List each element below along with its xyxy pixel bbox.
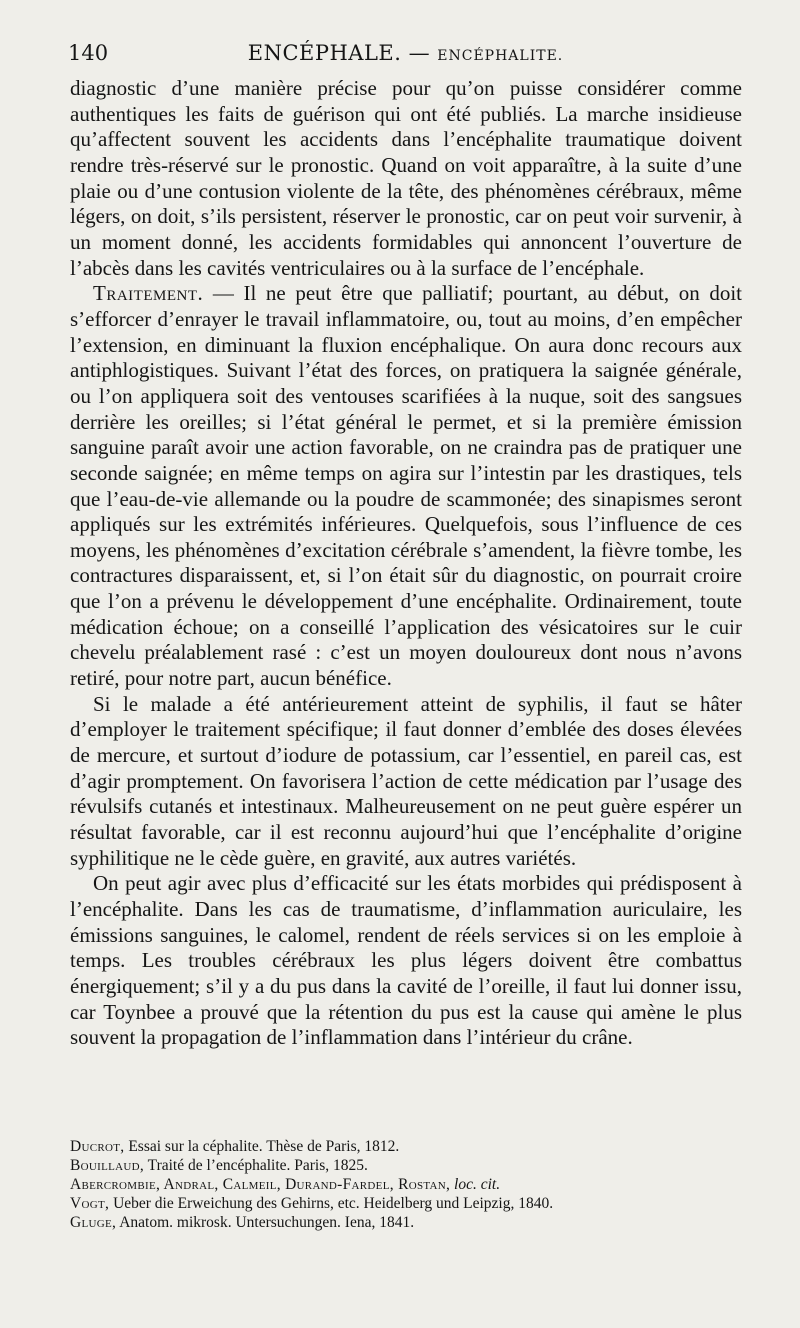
reference-text: Traité de l’encéphalite. Paris, 1825. xyxy=(144,1157,368,1174)
page-number: 140 xyxy=(68,41,109,65)
reference-item xyxy=(70,1175,742,1194)
paragraph-lead-traitement: Traitement. xyxy=(93,281,204,306)
reference-item xyxy=(70,1156,742,1175)
reference-author: Ducrot, xyxy=(70,1138,125,1155)
section-title: ENCÉPHALITE. xyxy=(437,48,564,64)
paragraph-2 xyxy=(70,281,742,692)
reference-italic: loc. cit. xyxy=(454,1176,501,1193)
paragraph-1: diagnostic d’une manière précise pour qu’on puisse considérer comme authentiques les faits de guérison qui ont été publiés. La marche insidieuse qu’affectent souvent les accidents dans l’encéphalite traumatique doivent rendre très-réservé sur le pronostic. Quand on voit apparaître, à la suite d’une plaie ou d’une contusion violente de la tête, des phénomènes cérébraux, même légers, on doit, s’ils persistent, réserver le pronostic, car on peut voir survenir, à un moment donné, les accidents formidables qui annoncent l’ouverture de l’abcès dans les cavités ventriculaires ou à la surface de l’encéphale. xyxy=(70,76,742,280)
paragraph-2-body: — Il ne peut être que palliatif; pourtant, au début, on doit s’efforcer d’enrayer le travail inflammatoire, ou, tout au moins, d’en empêcher l’extension, en diminuant la fluxion encéphalique. On aura donc recours aux antiphlogistiques. Suivant l’état des forces, on pratiquera la saignée générale, ou l’on appliquera soit des ventouses scarifiées à la nuque, soit des sangsues derrière les oreilles; si l’état général le permet, et si la première émission sanguine paraît avoir une action favorable, on ne craindra pas de pratiquer une seconde saignée; en même temps on agira sur l’intestin par les drastiques, tels que l’eau-de-vie allemande ou la poudre de scammonée; des sinapismes seront appliqués sur les extrémités inférieures. Quelquefois, sous l’influence de ces moyens, les phénomènes d’excitation cérébrale s’amendent, la fièvre tombe, les contractures disparaissent, et, si l’on était sûr du diagnostic, on pourrait croire que l’on a prévenu le développement d’une encéphalite. Ordinairement, toute médication échoue; on a conseillé l’application des vésicatoires sur le cuir chevelu préalablement rasé : c’est un moyen douloureux dont nous n’avons retiré, pour notre part, aucun bénéfice. xyxy=(70,281,742,691)
reference-author: Vogt, xyxy=(70,1195,110,1212)
main-text xyxy=(70,76,742,1051)
paragraph-4: On peut agir avec plus d’efficacité sur les états morbides qui prédisposent à l’encéphalite. Dans les cas de traumatisme, d’inflammation auriculaire, les émissions sanguines, le calomel, rendent de réels services si on les emploie à temps. Les troubles cérébraux les plus légers doivent être combattus énergiquement; s’il y a du pus dans la cavité de l’oreille, il faut lui donner issu, car Toynbee a prouvé que la rétention du pus est la cause qui amène le plus souvent la propagation de l’inflammation dans l’intérieur du crâne. xyxy=(70,871,742,1050)
reference-author: Abercrombie, Andral, Calmeil, Durand-Fardel, Rostan, xyxy=(70,1176,451,1193)
reference-item xyxy=(70,1194,742,1213)
bibliography xyxy=(70,1137,742,1232)
reference-author: Gluge, xyxy=(70,1214,117,1231)
reference-text: Anatom. mikrosk. Untersuchungen. Iena, 1841. xyxy=(116,1214,415,1231)
chapter-title: ENCÉPHALE. — xyxy=(247,41,431,65)
running-header xyxy=(68,38,743,68)
paragraph-3: Si le malade a été antérieurement atteint de syphilis, il faut se hâter d’employer le traitement spécifique; il faut donner d’emblée des doses élevées de mercure, et surtout d’iodure de potassium, car l’essentiel, en pareil cas, est d’agir promptement. On favorisera l’action de cette médication par l’usage des révulsifs cutanés et intestinaux. Malheureusement on ne peut guère espérer un résultat favorable, car il est reconnu aujourd’hui que l’encéphalite d’origine syphilitique ne le cède guère, en gravité, aux autres variétés. xyxy=(70,691,742,870)
reference-text: Essai sur la céphalite. Thèse de Paris, 1812. xyxy=(124,1138,400,1155)
running-title xyxy=(68,38,743,71)
reference-item xyxy=(70,1213,742,1232)
reference-author: Bouillaud, xyxy=(70,1157,145,1174)
reference-text: Ueber die Erweichung des Gehirns, etc. Heidelberg und Leipzig, 1840. xyxy=(109,1195,554,1212)
reference-item xyxy=(70,1137,742,1156)
